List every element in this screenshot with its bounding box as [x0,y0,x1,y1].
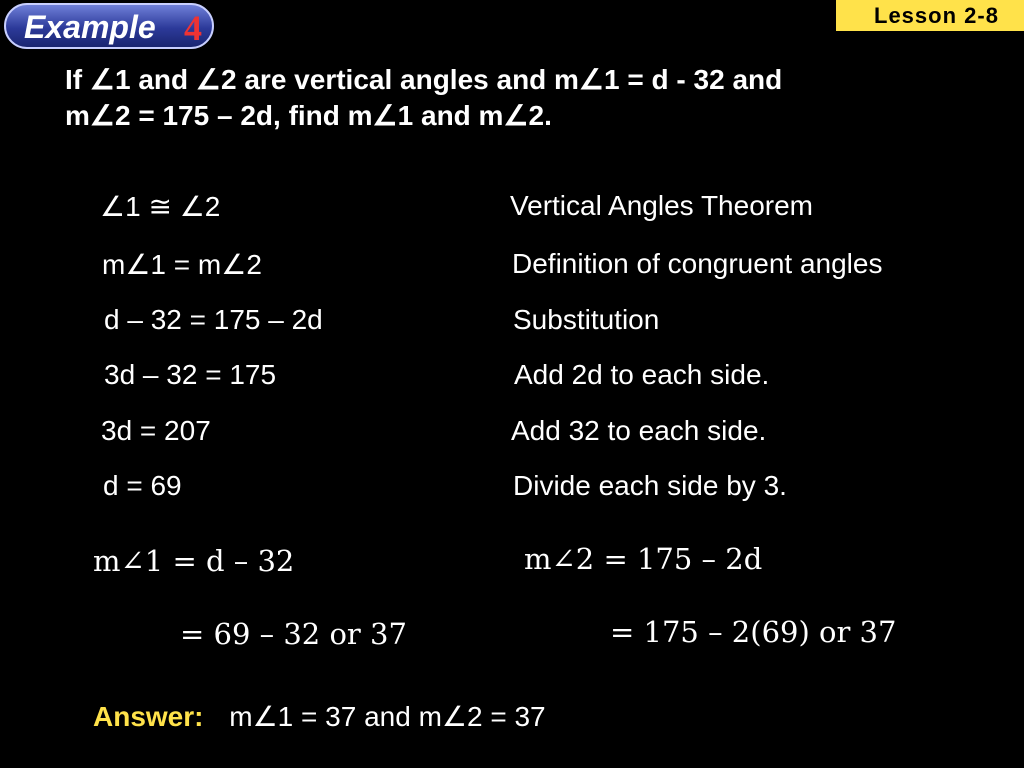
m2-evaluation: = 175 – 2(69) or 37 [610,615,897,649]
m1-evaluation: = 69 – 32 or 37 [180,617,407,651]
problem-line-1: If ∠1 and ∠2 are vertical angles and m∠1 = d - 32 and [65,64,783,95]
step-3-statement: d – 32 = 175 – 2d [104,304,323,335]
m1-equation: m∠1 = d – 32 [93,544,295,578]
lesson-tab: Lesson 2-8 [836,0,1024,31]
m2-equation: m∠2 = 175 – 2d [524,542,763,576]
step-2-statement: m∠1 = m∠2 [102,249,262,280]
step-5-statement: 3d = 207 [101,415,211,446]
step-4-statement: 3d – 32 = 175 [104,359,277,390]
example-number: 4 [184,8,202,48]
example-label: Example [24,9,156,45]
step-2-reason: Definition of congruent angles [512,248,883,279]
answer-label: Answer: [93,701,204,732]
step-1-statement: ∠1 ≅ ∠2 [100,191,221,222]
step-1-reason: Vertical Angles Theorem [510,190,813,221]
step-6-reason: Divide each side by 3. [513,470,787,501]
step-5-reason: Add 32 to each side. [511,415,767,446]
problem-line-2: m∠2 = 175 – 2d, find m∠1 and m∠2. [65,100,552,131]
answer-text: m∠1 = 37 and m∠2 = 37 [229,701,546,732]
example-badge [4,3,214,49]
step-6-statement: d = 69 [103,470,182,501]
answer-line [93,700,546,733]
problem-statement [65,62,965,134]
step-3-reason: Substitution [513,304,660,335]
step-4-reason: Add 2d to each side. [514,359,770,390]
